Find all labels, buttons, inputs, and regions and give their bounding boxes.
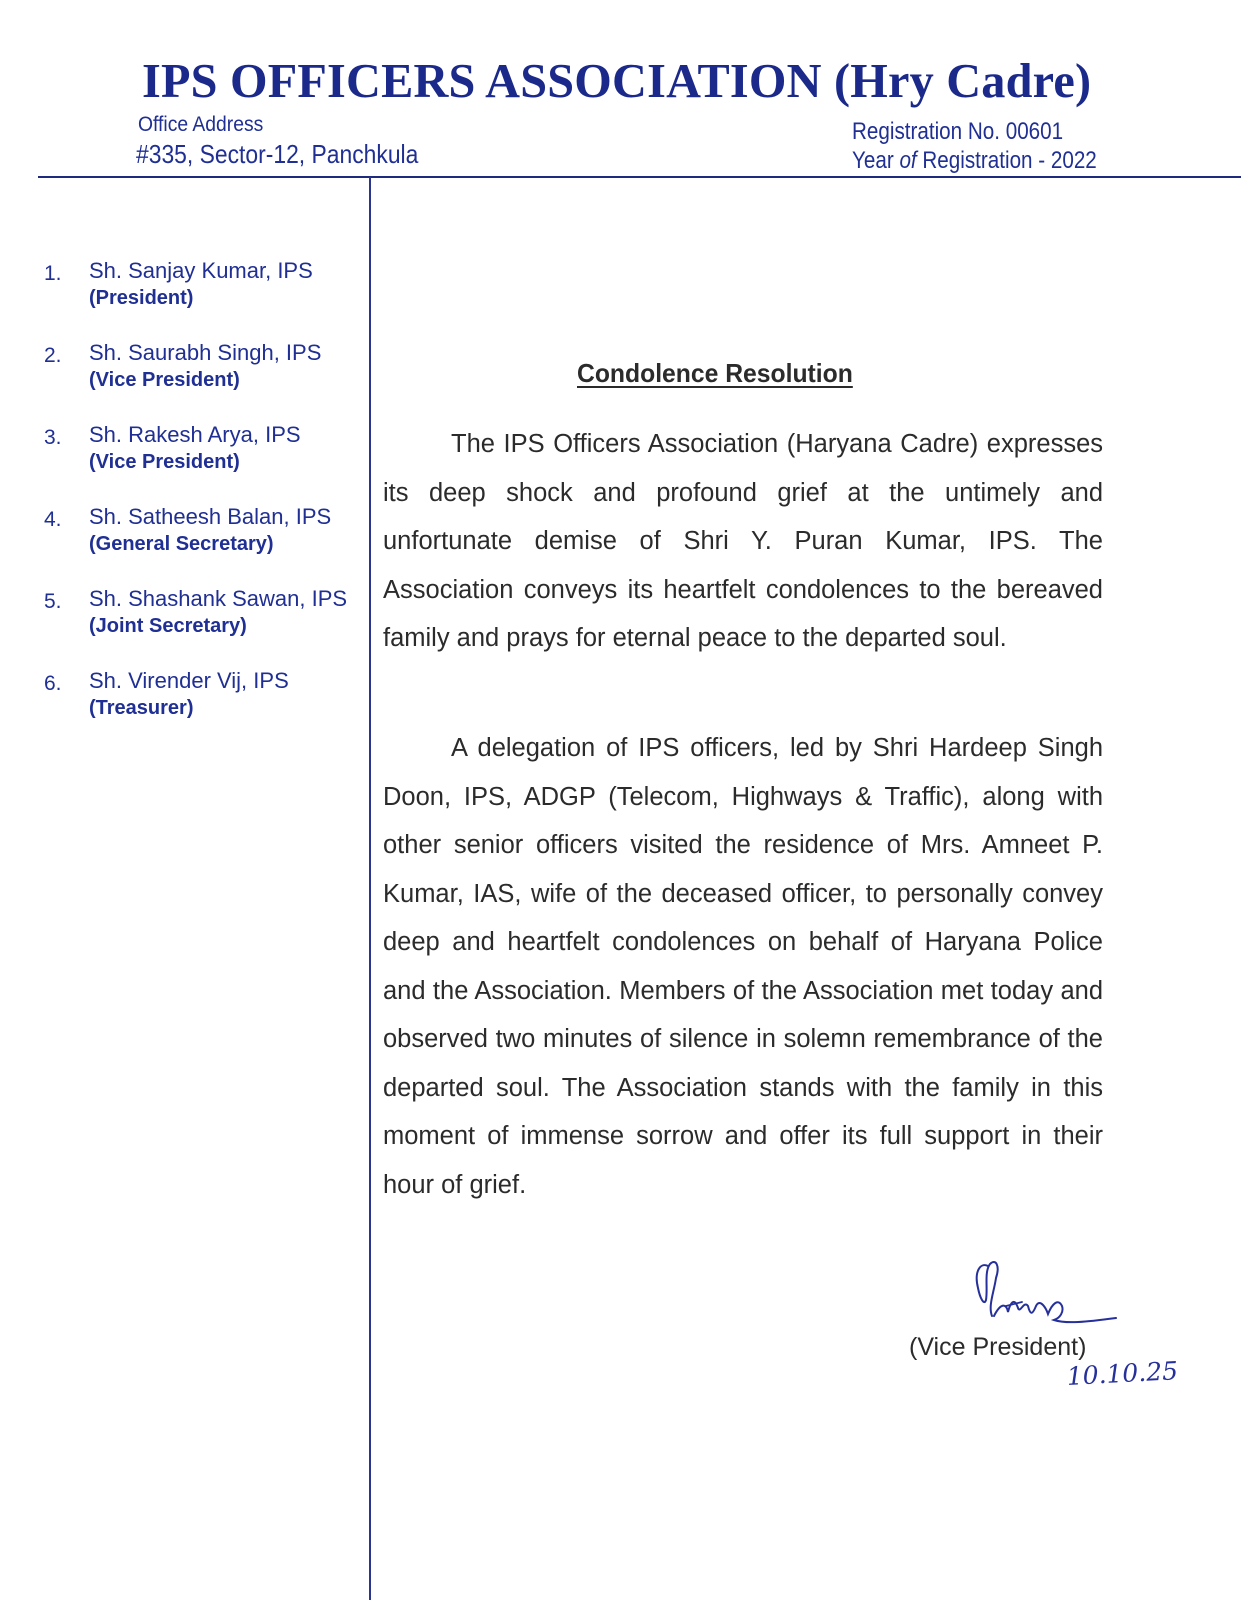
member-role: (Vice President)	[89, 369, 240, 391]
member-name: Sh. Rakesh Arya, IPS	[89, 422, 301, 447]
registration-year-prefix: Year	[852, 147, 900, 174]
member-item	[44, 586, 364, 668]
paragraph-condolence	[383, 420, 1103, 663]
member-item	[44, 340, 364, 422]
member-item	[44, 258, 364, 340]
registration-year-of: of	[899, 147, 917, 174]
member-item	[44, 422, 364, 504]
member-number: 3.	[44, 426, 62, 449]
column-divider	[369, 177, 371, 1600]
member-number: 2.	[44, 344, 62, 367]
registration-year	[852, 147, 1097, 175]
office-address-label: Office Address	[138, 113, 264, 136]
letterhead-title: IPS OFFICERS ASSOCIATION (Hry Cadre)	[142, 53, 1092, 108]
header-divider	[38, 176, 1241, 178]
member-number: 6.	[44, 672, 62, 695]
member-role: (Vice President)	[89, 451, 240, 473]
member-name: Sh. Virender Vij, IPS	[89, 668, 289, 693]
member-number: 5.	[44, 590, 62, 613]
signature-date: 10.10.25	[1066, 1356, 1179, 1391]
member-name: Sh. Saurabh Singh, IPS	[89, 340, 322, 365]
member-number: 4.	[44, 508, 62, 531]
member-role: (General Secretary)	[89, 533, 274, 555]
document-heading: Condolence Resolution	[577, 358, 853, 388]
member-role: (President)	[89, 287, 194, 309]
member-item	[44, 668, 364, 750]
office-address: #335, Sector-12, Panchkula	[136, 139, 419, 169]
handwritten-signature-icon	[966, 1258, 1126, 1338]
member-number: 1.	[44, 262, 62, 285]
member-name: Sh. Shashank Sawan, IPS	[89, 586, 348, 611]
member-item	[44, 504, 364, 586]
paragraph-text: A delegation of IPS officers, led by Shri Hardeep Singh Doon, IPS, ADGP (Telecom, Highways & Traffic), along with other senior officers visited the residence of Mrs. Amneet P. Kumar, IAS, wife of the deceased officer, to personally convey deep and heartfelt condolences on behalf of Haryana Police and the Association. Members of the Association met today and observed two minutes of silence in solemn remembrance of the departed soul. The Association stands with the family in this moment of immense sorrow and offer its full support in their hour of grief.	[383, 734, 1103, 1199]
member-role: (Treasurer)	[89, 697, 194, 719]
member-name: Sh. Satheesh Balan, IPS	[89, 504, 332, 529]
paragraph-delegation	[383, 724, 1103, 1209]
member-list	[44, 258, 364, 750]
signatory-role: (Vice President)	[909, 1333, 1087, 1361]
member-name: Sh. Sanjay Kumar, IPS	[89, 258, 313, 283]
paragraph-text: The IPS Officers Association (Haryana Cadre) expresses its deep shock and profound grief at the untimely and unfortunate demise of Shri Y. Puran Kumar, IPS. The Association conveys its heartfelt condolences to the bereaved family and prays for eternal peace to the departed soul.	[383, 430, 1103, 652]
member-role: (Joint Secretary)	[89, 615, 247, 637]
registration-year-suffix: Registration - 2022	[916, 147, 1097, 174]
registration-number: Registration No. 00601	[852, 118, 1064, 145]
